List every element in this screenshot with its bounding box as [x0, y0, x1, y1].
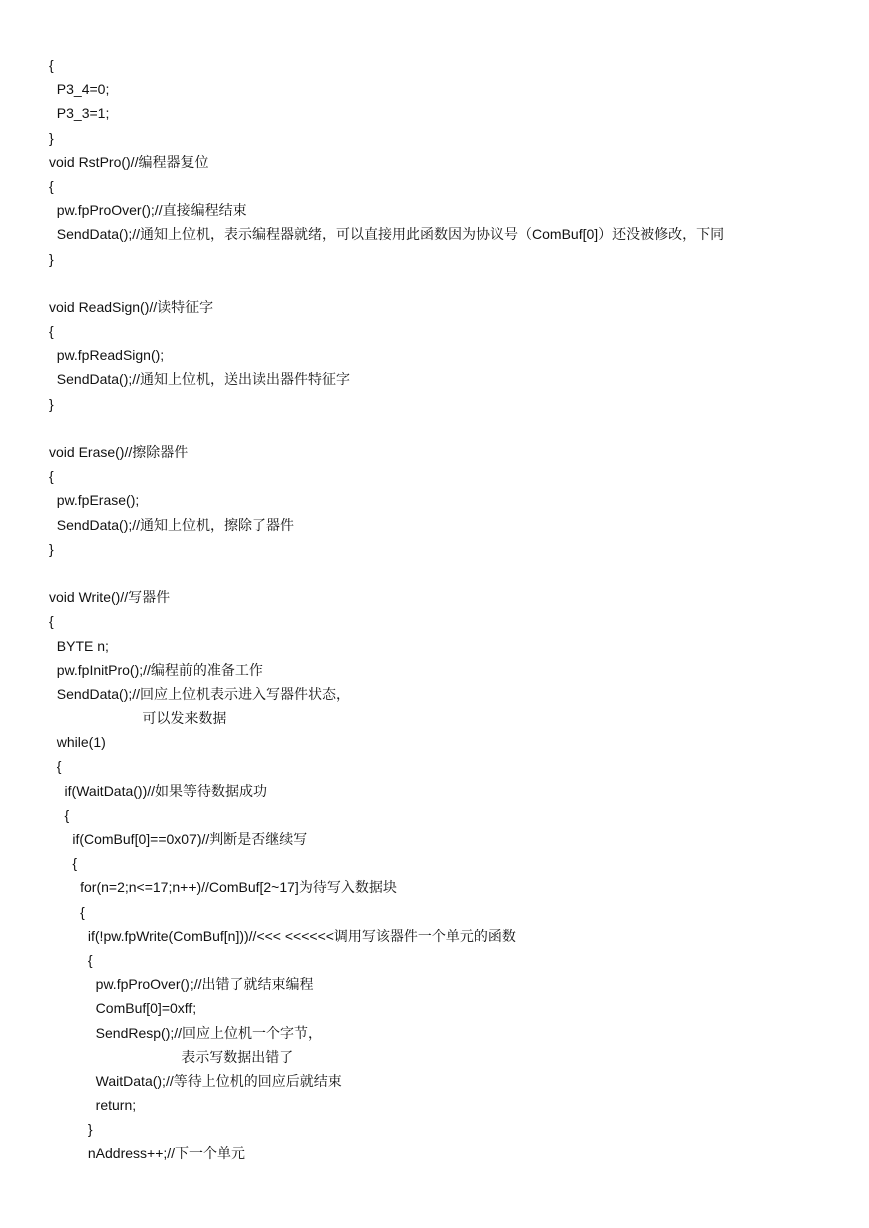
- code-line: }: [49, 250, 54, 267]
- code-line: void RstPro()//编程器复位: [49, 153, 209, 170]
- code-line: pw.fpReadSign();: [49, 347, 165, 364]
- code-line: {: [49, 57, 54, 73]
- code-line: SendData();//通知上位机，表示编程器就绪，可以直接用此函数因为协议号（ComBuf[0]）还没被修改，下同: [49, 226, 725, 243]
- code-line: {: [49, 758, 62, 775]
- code-line: 表示写数据出错了: [49, 1048, 294, 1065]
- code-line: {: [49, 177, 54, 194]
- code-line: void ReadSign()//读特征字: [49, 298, 214, 315]
- code-line: WaitData();//等待上位机的回应后就结束: [49, 1072, 342, 1089]
- code-line: void Write()//写器件: [49, 589, 171, 606]
- code-line: }: [49, 395, 54, 412]
- code-line: {: [49, 613, 54, 630]
- code-line: [49, 271, 849, 295]
- code-line: {: [49, 323, 54, 340]
- code-line: {: [49, 951, 93, 968]
- code-line: [49, 416, 849, 440]
- code-line: [49, 561, 849, 585]
- code-line: }: [49, 129, 54, 146]
- code-line: {: [49, 806, 70, 823]
- code-line: {: [49, 903, 85, 920]
- code-line: P3_3=1;: [49, 105, 110, 122]
- code-line: if(!pw.fpWrite(ComBuf[n]))//<<< <<<<<<调用写该器件一个单元的函数: [49, 927, 516, 944]
- code-line: SendData();//回应上位机表示进入写器件状态，: [49, 685, 351, 702]
- code-line: SendData();//通知上位机，擦除了器件: [49, 516, 295, 533]
- code-line: SendData();//通知上位机，送出读出器件特征字: [49, 371, 351, 388]
- code-line: {: [49, 468, 54, 485]
- code-line: for(n=2;n<=17;n++)//ComBuf[2~17]为待写入数据块: [49, 879, 397, 896]
- code-line: return;: [49, 1097, 137, 1114]
- code-line: P3_4=0;: [49, 81, 110, 98]
- code-line: nAddress++;//下一个单元: [49, 1145, 246, 1162]
- code-line: }: [49, 1121, 93, 1138]
- code-line: void Erase()//擦除器件: [49, 444, 189, 460]
- code-line: ComBuf[0]=0xff;: [49, 1000, 197, 1017]
- code-line: SendResp();//回应上位机一个字节，: [49, 1024, 323, 1041]
- code-line: {: [49, 855, 78, 872]
- code-line: while(1): [49, 734, 106, 751]
- code-line: if(WaitData())//如果等待数据成功: [49, 782, 268, 799]
- code-line: pw.fpErase();: [49, 492, 140, 509]
- code-line: BYTE n;: [49, 637, 109, 654]
- code-listing: [49, 53, 849, 1166]
- code-line: pw.fpProOver();//直接编程结束: [49, 202, 247, 219]
- code-line: pw.fpInitPro();//编程前的准备工作: [49, 661, 263, 678]
- code-line: if(ComBuf[0]==0x07)//判断是否继续写: [49, 831, 308, 847]
- code-line: }: [49, 540, 54, 557]
- code-line: pw.fpProOver();//出错了就结束编程: [49, 976, 314, 993]
- code-line: 可以发来数据: [49, 710, 227, 727]
